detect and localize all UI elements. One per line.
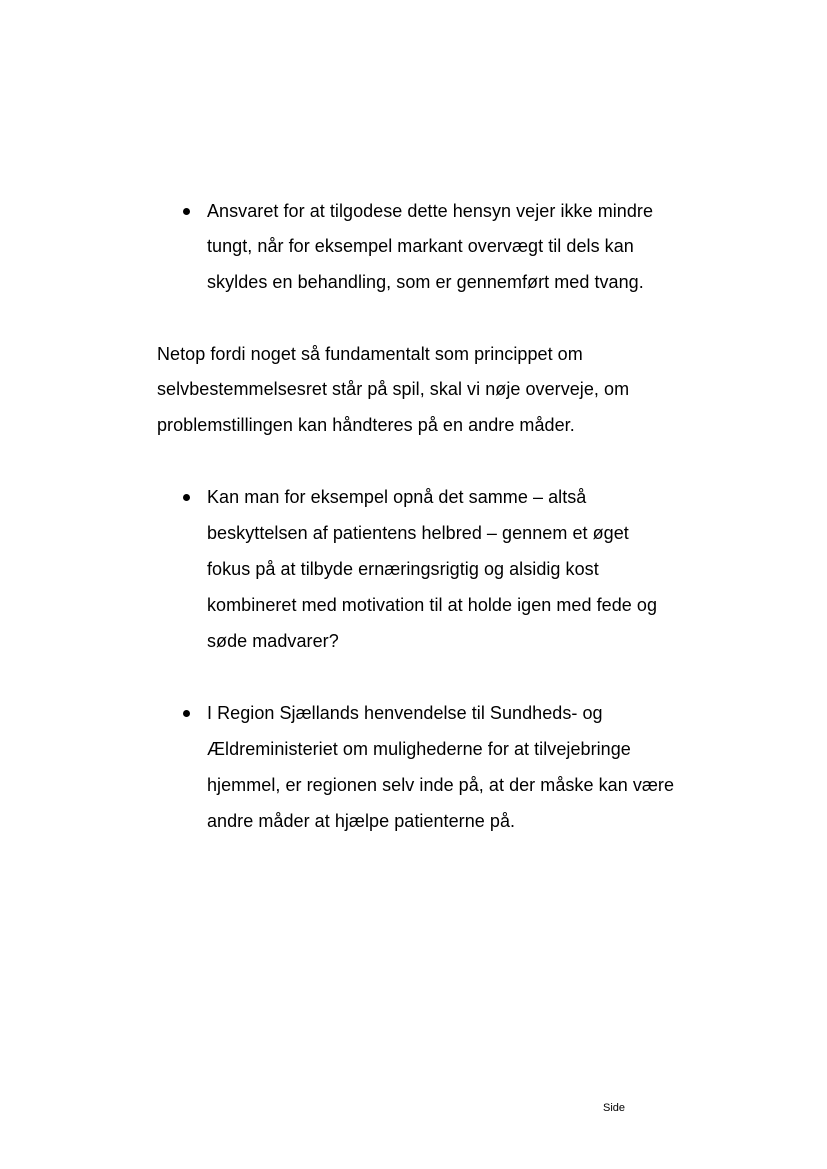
page-footer-label: Side bbox=[603, 1102, 626, 1114]
bullet-2-line-2: beskyttelsen af patientens helbred – gennem et øget bbox=[207, 523, 629, 543]
bullet-1-line-1: Ansvaret for at tilgodese dette hensyn vejer ikke mindre bbox=[207, 201, 654, 221]
bullet-2-line-1: Kan man for eksempel opnå det samme – altså bbox=[207, 487, 587, 507]
bullet-3-line-3: hjemmel, er regionen selv inde på, at der måske kan være bbox=[207, 775, 675, 795]
bullet-1-line-3: skyldes en behandling, som er gennemført med tvang. bbox=[207, 272, 644, 292]
bullet-3-line-1: I Region Sjællands henvendelse til Sundheds- og bbox=[207, 703, 603, 723]
paragraph-line-2: selvbestemmelsesret står på spil, skal vi nøje overveje, om bbox=[157, 379, 630, 399]
bullet-icon bbox=[183, 710, 190, 717]
paragraph-line-1: Netop fordi noget så fundamentalt som princippet om bbox=[157, 344, 583, 364]
bullet-2-line-4: kombineret med motivation til at holde igen med fede og bbox=[207, 595, 658, 615]
bullet-3-line-4: andre måder at hjælpe patienterne på. bbox=[207, 811, 516, 831]
bullet-icon bbox=[183, 494, 190, 501]
bullet-1-line-2: tungt, når for eksempel markant overvægt til dels kan bbox=[207, 236, 634, 256]
bullet-2-line-3: fokus på at tilbyde ernæringsrigtig og alsidig kost bbox=[207, 559, 599, 579]
bullet-3-line-2: Ældreministeriet om mulighederne for at tilvejebringe bbox=[207, 739, 631, 759]
bullet-icon bbox=[183, 208, 190, 215]
paragraph-line-3: problemstillingen kan håndteres på en andre måder. bbox=[157, 415, 575, 435]
bullet-2-line-5: søde madvarer? bbox=[207, 631, 339, 651]
